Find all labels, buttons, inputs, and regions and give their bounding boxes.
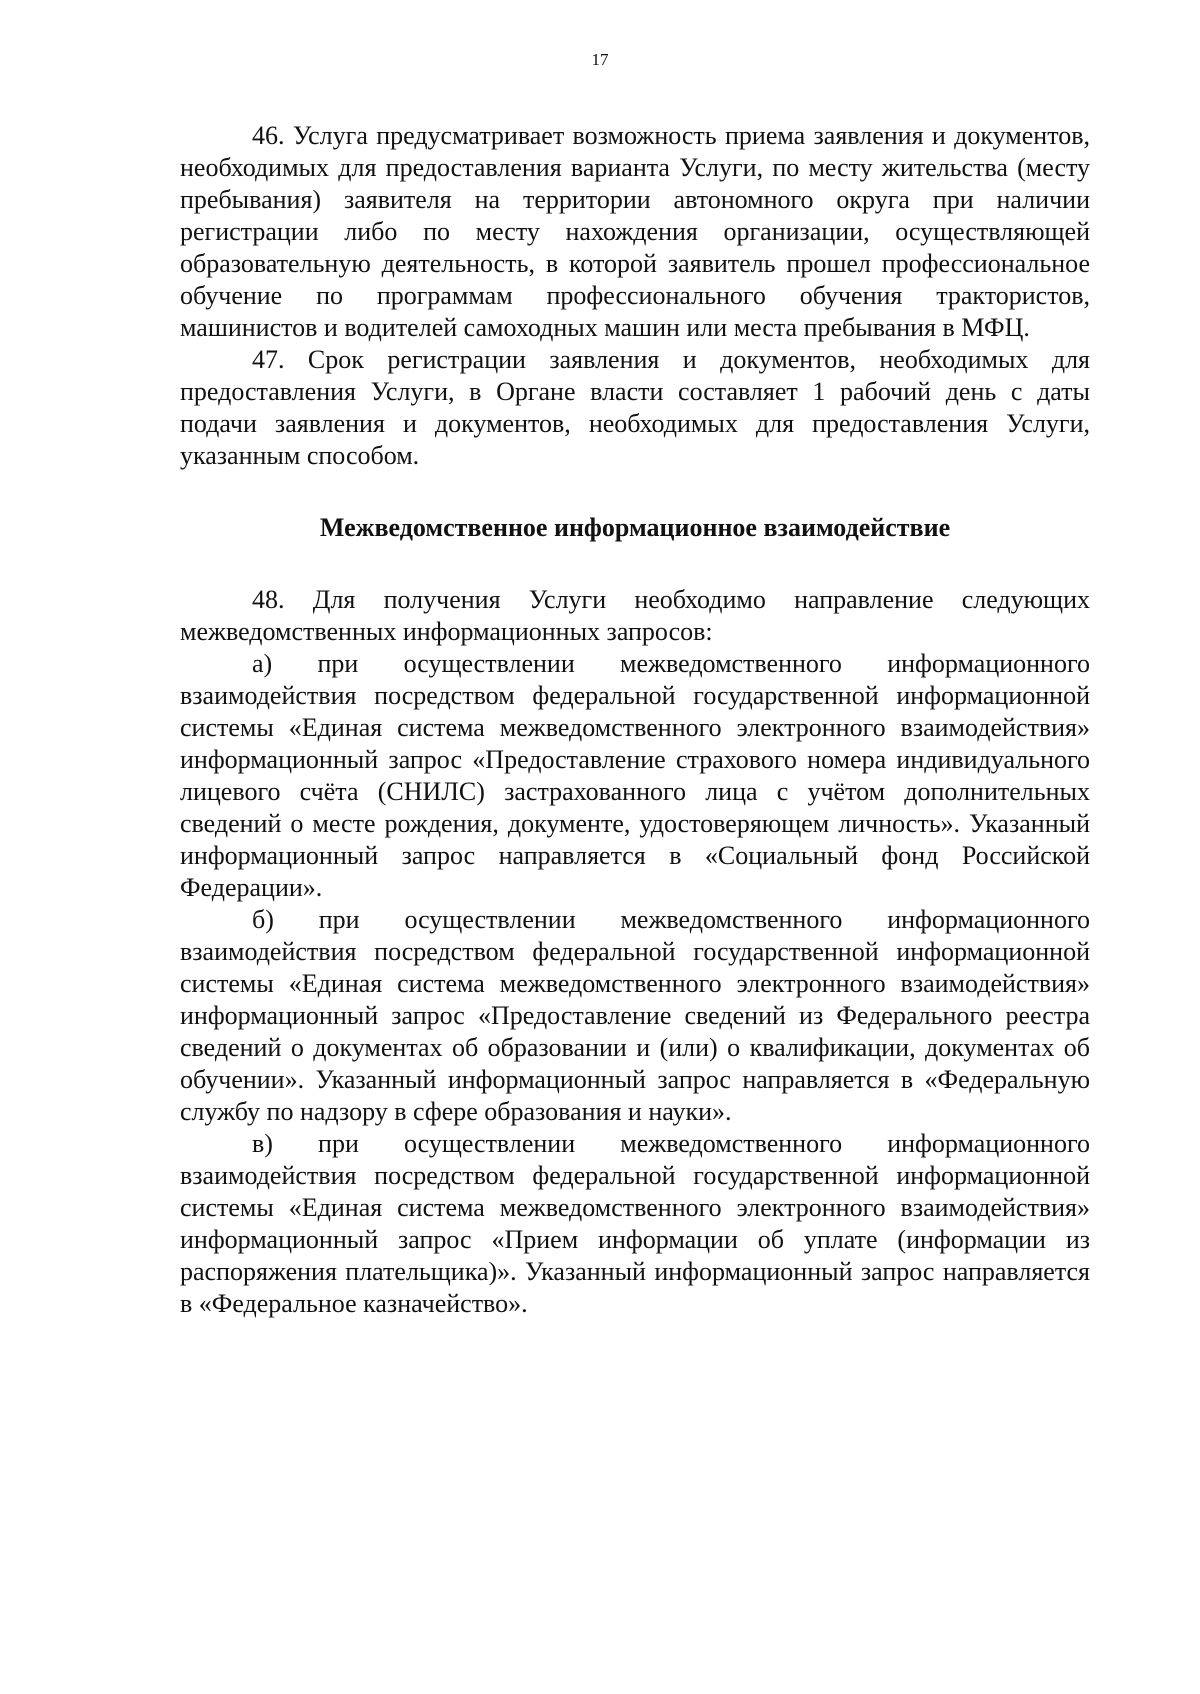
- paragraph-48-item-b: б) при осуществлении межведомственного информационного взаимодействия посредством федеральной государственной информационной системы «Единая система межведомственного электронного взаимодействия» информационный запрос «Предоставление сведений из Федерального реестра сведений о документах об образовании и (или) о квалификации, документах об обучении». Указанный информационный запрос направляется в «Федеральную службу по надзору в сфере образования и науки».: [180, 905, 1090, 1126]
- page-number: 17: [591, 50, 609, 69]
- section-heading: Межведомственное информационное взаимодействие: [319, 513, 951, 542]
- paragraph-46: 46. Услуга предусматривает возможность приема заявления и документов, необходимых для предоставления варианта Услуги, по месту жительства (месту пребывания) заявителя на территории автономного округа при наличии регистрации либо по месту нахождения организации, осуществляющей образовательную деятельность, в которой заявитель прошел профессиональное обучение по программам профессионального обучения трактористов, машинистов и водителей самоходных машин или места пребывания в МФЦ.: [180, 121, 1090, 342]
- paragraph-48-item-c: в) при осуществлении межведомственного информационного взаимодействия посредством федеральной государственной информационной системы «Единая система межведомственного электронного взаимодействия» информационный запрос «Прием информации об уплате (информации из распоряжения плательщика)». Указанный информационный запрос направляется в «Федеральное казначейство».: [180, 1129, 1090, 1318]
- paragraph-48-item-a: а) при осуществлении межведомственного информационного взаимодействия посредством федеральной государственной информационной системы «Единая система межведомственного электронного взаимодействия» информационный запрос «Предоставление страхового номера индивидуального лицевого счёта (СНИЛС) застрахованного лица с учётом дополнительных сведений о месте рождения, документе, удостоверяющем личность». Указанный информационный запрос направляется в «Социальный фонд Российской Федерации».: [180, 649, 1090, 902]
- paragraph-47: 47. Срок регистрации заявления и документов, необходимых для предоставления Услуги, в Органе власти составляет 1 рабочий день с даты подачи заявления и документов, необходимых для предоставления Услуги, указанным способом.: [180, 345, 1090, 470]
- paragraph-48: 48. Для получения Услуги необходимо направление следующих межведомственных информационных запросов:: [180, 585, 1090, 646]
- document-body: [180, 120, 1090, 1320]
